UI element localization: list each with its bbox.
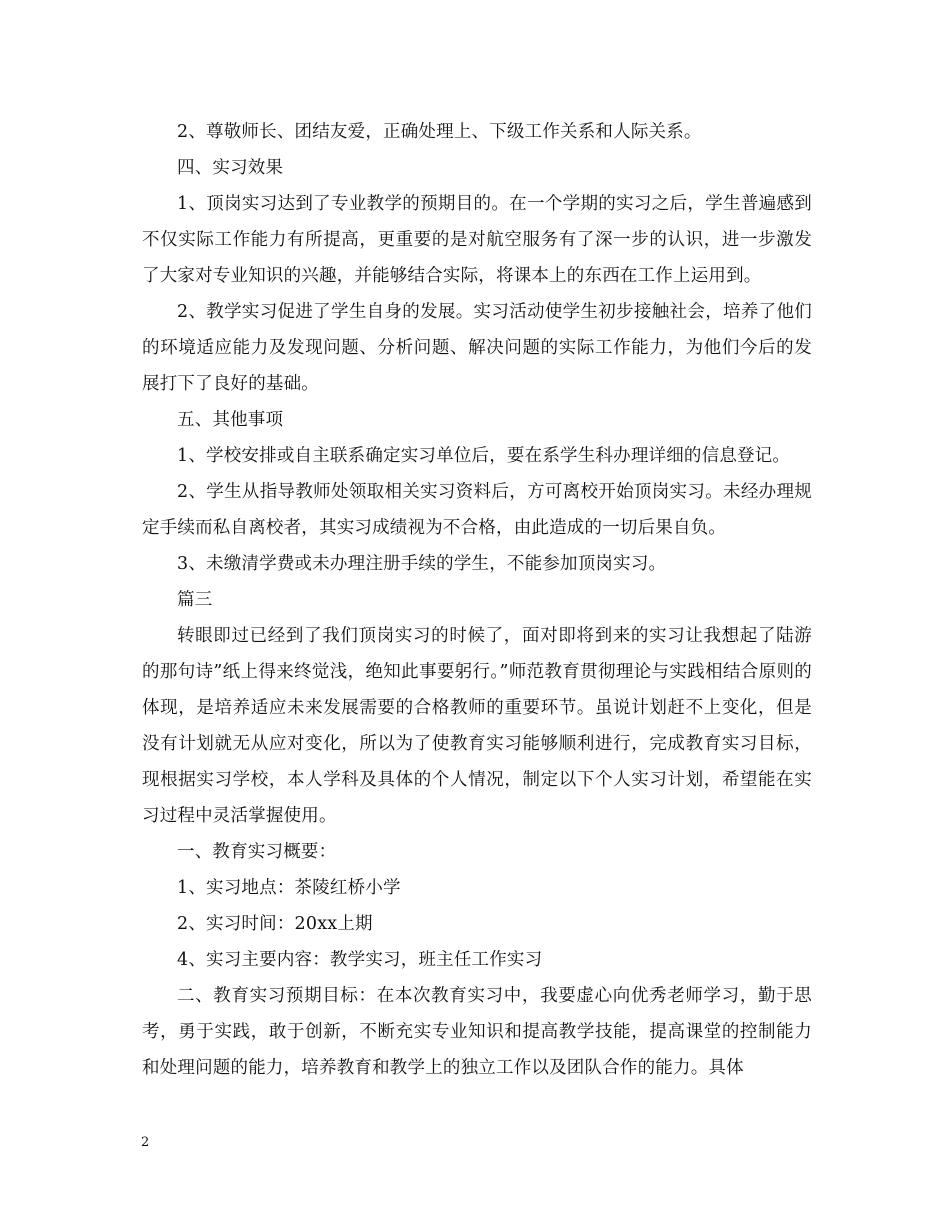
section-heading: 五、其他事项 bbox=[177, 410, 284, 430]
paragraph: 2、学生从指导教师处领取相关实习资料后，方可离校开始顶岗实习。未经办理规定手续而私自离校者，其实习成绩视为不合格，由此造成的一切后果自负。 bbox=[142, 482, 812, 538]
section-heading: 一、教育实习概要： bbox=[177, 842, 337, 862]
document-body bbox=[142, 114, 812, 1086]
paragraph: 2、尊敬师长、团结友爱，正确处理上、下级工作关系和人际关系。 bbox=[177, 122, 702, 142]
paragraph: 2、实习时间：20xx上期 bbox=[177, 914, 373, 934]
paragraph: 3、未缴清学费或未办理注册手续的学生，不能参加顶岗实习。 bbox=[177, 554, 667, 574]
paragraph: 1、实习地点：茶陵红桥小学 bbox=[177, 878, 401, 898]
paragraph: 4、实习主要内容：教学实习，班主任工作实习 bbox=[177, 950, 543, 970]
section-heading: 篇三 bbox=[177, 590, 213, 610]
paragraph: 1、学校安排或自主联系确定实习单位后，要在系学生科办理详细的信息登记。 bbox=[177, 446, 791, 466]
paragraph: 2、教学实习促进了学生自身的发展。实习活动使学生初步接触社会，培养了他们的环境适应能力及发现问题、分析问题、解决问题的实际工作能力，为他们今后的发展打下了良好的基础。 bbox=[142, 302, 812, 394]
paragraph: 二、教育实习预期目标：在本次教育实习中，我要虚心向优秀老师学习，勤于思考，勇于实践，敢于创新，不断充实专业知识和提高教学技能，提高课堂的控制能力和处理问题的能力，培养教育和教学上的独立工作以及团队合作的能力。具体 bbox=[142, 986, 812, 1078]
page-number: 2 bbox=[141, 1135, 150, 1150]
paragraph: 1、顶岗实习达到了专业教学的预期目的。在一个学期的实习之后，学生普遍感到不仅实际工作能力有所提高，更重要的是对航空服务有了深一步的认识，进一步激发了大家对专业知识的兴趣，并能够结合实际，将课本上的东西在工作上运用到。 bbox=[142, 194, 812, 286]
section-heading: 四、实习效果 bbox=[177, 158, 284, 178]
paragraph: 转眼即过已经到了我们顶岗实习的时候了，面对即将到来的实习让我想起了陆游的那句诗”纸上得来终觉浅，绝知此事要躬行。”师范教育贯彻理论与实践相结合原则的体现，是培养适应未来发展需要的合格教师的重要环节。虽说计划赶不上变化，但是没有计划就无从应对变化，所以为了使教育实习能够顺利进行，完成教育实习目标，现根据实习学校，本人学科及具体的个人情况，制定以下个人实习计划，希望能在实习过程中灵活掌握使用。 bbox=[142, 626, 812, 826]
